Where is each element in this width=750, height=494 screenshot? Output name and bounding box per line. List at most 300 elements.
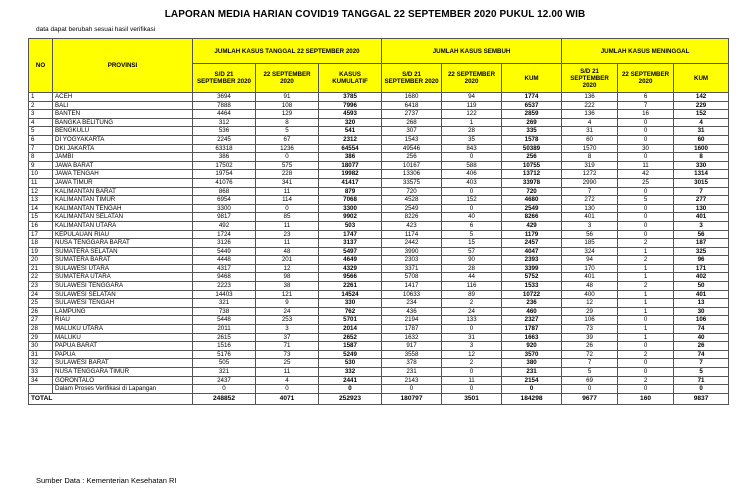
- cell-value: 1174: [382, 230, 442, 239]
- header-meninggal-22: 22 SEPTEMBER 2020: [618, 64, 674, 93]
- cell-value: 530: [319, 359, 382, 368]
- cell-value: 2154: [502, 376, 562, 385]
- table-row: [29, 153, 729, 162]
- cell-value: 2261: [319, 282, 382, 291]
- cell-value: 2312: [319, 135, 382, 144]
- cell-value: 8: [674, 153, 729, 162]
- cell-value: 228: [256, 170, 319, 179]
- cell-value: 98: [256, 273, 319, 282]
- header-group-sembuh: JUMLAH KASUS SEMBUH: [382, 39, 562, 64]
- cell-provinsi: SULAWESI BARAT: [53, 359, 193, 368]
- cell-value: 0: [442, 187, 502, 196]
- cell-value: 1543: [382, 135, 442, 144]
- cell-no: 9: [29, 161, 53, 170]
- cell-value: 121: [256, 290, 319, 299]
- cell-value: 312: [193, 118, 256, 127]
- cell-value: 1787: [382, 325, 442, 334]
- header-no: NO: [29, 39, 53, 93]
- cell-value: 1600: [674, 144, 729, 153]
- cell-value: 13306: [382, 170, 442, 179]
- cell-value: 5752: [502, 273, 562, 282]
- cell-value: 402: [674, 273, 729, 282]
- table-row: [29, 273, 729, 282]
- cell-value: 71: [674, 376, 729, 385]
- cell-value: 6418: [382, 101, 442, 110]
- cell-value: 0: [442, 153, 502, 162]
- cell-value: 122: [442, 110, 502, 119]
- cell-value: 2441: [319, 376, 382, 385]
- cell-value: 14524: [319, 290, 382, 299]
- table-row: [29, 144, 729, 153]
- table-row: [29, 204, 729, 213]
- cell-value: 33575: [382, 178, 442, 187]
- cell-no: 23: [29, 282, 53, 291]
- cell-value: 332: [319, 368, 382, 377]
- cell-value: 85: [256, 213, 319, 222]
- cell-no: 26: [29, 307, 53, 316]
- cell-value: 330: [319, 299, 382, 308]
- cell-value: 4317: [193, 264, 256, 273]
- cell-provinsi: PAPUA BARAT: [53, 342, 193, 351]
- cell-value: 130: [674, 204, 729, 213]
- cell-value: 50: [674, 282, 729, 291]
- cell-value: 4: [256, 376, 319, 385]
- report-title: LAPORAN MEDIA HARIAN COVID19 TANGGAL 22 SEPTEMBER 2020 PUKUL 12.00 WIB: [164, 9, 586, 20]
- cell-value: 0: [618, 127, 674, 136]
- cell-value: 0: [618, 187, 674, 196]
- cell-value: 3300: [193, 204, 256, 213]
- cell-value: 8: [562, 153, 618, 162]
- cell-no: 31: [29, 350, 53, 359]
- cell-provinsi: MALUKU: [53, 333, 193, 342]
- cell-value: 380: [502, 359, 562, 368]
- cell-no: 17: [29, 230, 53, 239]
- cell-value: 503: [319, 221, 382, 230]
- cell-value: 11: [256, 187, 319, 196]
- cell-value: 325: [674, 247, 729, 256]
- table-row: [29, 110, 729, 119]
- cell-value: 0: [319, 385, 382, 394]
- cell-value: 4649: [319, 256, 382, 265]
- cell-value: 3137: [319, 239, 382, 248]
- cell-value: 335: [502, 127, 562, 136]
- total-value: 3501: [442, 393, 502, 404]
- table-row: [29, 307, 729, 316]
- cell-value: 505: [193, 359, 256, 368]
- header-sembuh-kum: KUM: [502, 64, 562, 93]
- cell-value: 171: [674, 264, 729, 273]
- cell-value: 26: [562, 342, 618, 351]
- cell-provinsi: KALIMANTAN TIMUR: [53, 196, 193, 205]
- cell-value: 0: [618, 342, 674, 351]
- cell-value: 2652: [319, 333, 382, 342]
- cell-value: 30: [674, 307, 729, 316]
- cell-value: 71: [256, 342, 319, 351]
- cell-value: 269: [502, 118, 562, 127]
- cell-provinsi: RIAU: [53, 316, 193, 325]
- cell-value: 917: [382, 342, 442, 351]
- cell-value: 0: [618, 118, 674, 127]
- cell-value: 320: [319, 118, 382, 127]
- cell-value: 136: [562, 110, 618, 119]
- cell-value: 423: [382, 221, 442, 230]
- total-value: 9677: [562, 393, 618, 404]
- cell-value: 2: [442, 299, 502, 308]
- cell-value: 11: [256, 368, 319, 377]
- cell-value: 56: [562, 230, 618, 239]
- cell-value: 7: [674, 359, 729, 368]
- table-row: [29, 161, 729, 170]
- cell-value: 720: [502, 187, 562, 196]
- cell-value: 0: [442, 368, 502, 377]
- cell-value: 2: [618, 282, 674, 291]
- cell-value: 185: [562, 239, 618, 248]
- table-row: [29, 93, 729, 102]
- cell-no: 25: [29, 299, 53, 308]
- cell-no: 19: [29, 247, 53, 256]
- cell-provinsi: KALIMANTAN SELATAN: [53, 213, 193, 222]
- cell-value: 4680: [502, 196, 562, 205]
- cell-value: 106: [562, 316, 618, 325]
- cell-value: 253: [256, 316, 319, 325]
- cell-value: 2442: [382, 239, 442, 248]
- cell-provinsi: SULAWESI UTARA: [53, 264, 193, 273]
- cell-value: 1680: [382, 93, 442, 102]
- cell-value: 460: [502, 307, 562, 316]
- table-row: [29, 385, 729, 394]
- cell-value: 130: [562, 204, 618, 213]
- cell-value: 738: [193, 307, 256, 316]
- cell-value: 2011: [193, 325, 256, 334]
- cell-value: 9902: [319, 213, 382, 222]
- cell-value: 69: [562, 376, 618, 385]
- cell-value: 330: [674, 161, 729, 170]
- cell-value: 1632: [382, 333, 442, 342]
- cell-value: 1179: [502, 230, 562, 239]
- cell-value: 386: [193, 153, 256, 162]
- cell-value: 8226: [382, 213, 442, 222]
- cell-provinsi: GORONTALO: [53, 376, 193, 385]
- cell-value: 1724: [193, 230, 256, 239]
- cell-value: 201: [256, 256, 319, 265]
- cell-value: 11: [256, 221, 319, 230]
- cell-provinsi: KALIMANTAN UTARA: [53, 221, 193, 230]
- cell-provinsi: ACEH: [53, 93, 193, 102]
- cell-value: 1: [618, 333, 674, 342]
- cell-provinsi: SULAWESI TENGGARA: [53, 282, 193, 291]
- cell-value: 5701: [319, 316, 382, 325]
- cell-value: 1578: [502, 135, 562, 144]
- cell-value: 9: [256, 299, 319, 308]
- cell-no: 24: [29, 290, 53, 299]
- cell-no: 15: [29, 213, 53, 222]
- total-value: 248852: [193, 393, 256, 404]
- data-source: Sumber Data : Kementerian Kesehatan RI: [36, 476, 177, 485]
- cell-value: 6954: [193, 196, 256, 205]
- table-row: [29, 256, 729, 265]
- cell-value: 28: [442, 127, 502, 136]
- cell-value: 42: [618, 170, 674, 179]
- cell-value: 56: [674, 230, 729, 239]
- cell-value: 3126: [193, 239, 256, 248]
- cell-value: 4464: [193, 110, 256, 119]
- cell-provinsi: KALIMANTAN TENGAH: [53, 204, 193, 213]
- cell-value: 868: [193, 187, 256, 196]
- cell-value: 0: [256, 385, 319, 394]
- cell-provinsi: NUSA TENGGARA BARAT: [53, 239, 193, 248]
- cell-value: 15: [442, 239, 502, 248]
- covid-report-table: [28, 38, 729, 405]
- cell-value: 33978: [502, 178, 562, 187]
- cell-value: 11: [256, 239, 319, 248]
- cell-value: 10167: [382, 161, 442, 170]
- cell-value: 3399: [502, 264, 562, 273]
- cell-value: 72: [562, 350, 618, 359]
- cell-value: 4329: [319, 264, 382, 273]
- cell-value: 89: [442, 290, 502, 299]
- cell-value: 6537: [502, 101, 562, 110]
- cell-no: 21: [29, 264, 53, 273]
- header-sembuh-22: 22 SEPTEMBER 2020: [442, 64, 502, 93]
- cell-value: 9468: [193, 273, 256, 282]
- cell-value: 12: [562, 299, 618, 308]
- header-kasus-kumulatif: KASUS KUMULATIF: [319, 64, 382, 93]
- cell-no: 18: [29, 239, 53, 248]
- cell-value: 256: [502, 153, 562, 162]
- cell-value: 152: [442, 196, 502, 205]
- cell-value: 2737: [382, 110, 442, 119]
- cell-no: 33: [29, 368, 53, 377]
- cell-value: 2615: [193, 333, 256, 342]
- cell-value: 9817: [193, 213, 256, 222]
- cell-value: 386: [319, 153, 382, 162]
- cell-no: 3: [29, 110, 53, 119]
- cell-value: 170: [562, 264, 618, 273]
- header-kasus-sd21: S/D 21 SEPTEMBER 2020: [193, 64, 256, 93]
- cell-value: 152: [674, 110, 729, 119]
- cell-value: 2990: [562, 178, 618, 187]
- cell-provinsi: JAWA BARAT: [53, 161, 193, 170]
- cell-value: 39: [562, 333, 618, 342]
- cell-no: 32: [29, 359, 53, 368]
- cell-value: 2: [618, 350, 674, 359]
- cell-value: 29: [562, 307, 618, 316]
- cell-value: 2223: [193, 282, 256, 291]
- cell-value: 1533: [502, 282, 562, 291]
- cell-value: 0: [502, 385, 562, 394]
- cell-value: 0: [618, 359, 674, 368]
- cell-value: 1516: [193, 342, 256, 351]
- cell-value: 108: [256, 101, 319, 110]
- cell-provinsi: SULAWESI SELATAN: [53, 290, 193, 299]
- cell-value: 1236: [256, 144, 319, 153]
- cell-value: 60: [674, 135, 729, 144]
- cell-value: 187: [674, 239, 729, 248]
- table-row: [29, 325, 729, 334]
- cell-value: 1: [618, 264, 674, 273]
- cell-value: 35: [442, 135, 502, 144]
- total-label: TOTAL: [29, 393, 193, 404]
- cell-provinsi: Dalam Proses Verifikasi di Lapangan: [53, 385, 193, 394]
- cell-value: 0: [618, 153, 674, 162]
- table-row: [29, 247, 729, 256]
- cell-value: 307: [382, 127, 442, 136]
- cell-value: 5249: [319, 350, 382, 359]
- table-row: [29, 230, 729, 239]
- cell-value: 229: [674, 101, 729, 110]
- cell-value: 1314: [674, 170, 729, 179]
- cell-value: 321: [193, 368, 256, 377]
- table-row: [29, 264, 729, 273]
- cell-value: 378: [382, 359, 442, 368]
- cell-value: 31: [442, 333, 502, 342]
- cell-provinsi: SUMATERA UTARA: [53, 273, 193, 282]
- header-provinsi: PROVINSI: [53, 39, 193, 93]
- cell-no: 5: [29, 127, 53, 136]
- cell-value: 588: [442, 161, 502, 170]
- cell-value: 3300: [319, 204, 382, 213]
- cell-no: 14: [29, 204, 53, 213]
- cell-value: 24: [442, 307, 502, 316]
- cell-value: 73: [256, 350, 319, 359]
- cell-value: 5708: [382, 273, 442, 282]
- cell-value: 96: [674, 256, 729, 265]
- cell-value: 19982: [319, 170, 382, 179]
- table-row: [29, 333, 729, 342]
- cell-value: 2437: [193, 376, 256, 385]
- cell-no: 4: [29, 118, 53, 127]
- cell-value: 236: [502, 299, 562, 308]
- header-group-meninggal: JUMLAH KASUS MENINGGAL: [562, 39, 729, 64]
- cell-value: 1: [618, 325, 674, 334]
- cell-value: 2: [618, 256, 674, 265]
- table-row: [29, 359, 729, 368]
- cell-value: 575: [256, 161, 319, 170]
- cell-value: 720: [382, 187, 442, 196]
- cell-no: 2: [29, 101, 53, 110]
- total-value: 252923: [319, 393, 382, 404]
- cell-value: 400: [562, 290, 618, 299]
- cell-value: 2859: [502, 110, 562, 119]
- cell-value: 7068: [319, 196, 382, 205]
- cell-value: 1272: [562, 170, 618, 179]
- cell-value: 13: [674, 299, 729, 308]
- cell-value: 5: [442, 230, 502, 239]
- cell-value: 1774: [502, 93, 562, 102]
- cell-value: 11: [442, 376, 502, 385]
- cell-value: 406: [442, 170, 502, 179]
- cell-value: 319: [562, 161, 618, 170]
- cell-value: 7888: [193, 101, 256, 110]
- cell-value: 16: [618, 110, 674, 119]
- cell-value: 3694: [193, 93, 256, 102]
- cell-value: 3785: [319, 93, 382, 102]
- cell-value: 3: [674, 221, 729, 230]
- cell-provinsi: DI YOGYAKARTA: [53, 135, 193, 144]
- cell-value: 4528: [382, 196, 442, 205]
- cell-no: 20: [29, 256, 53, 265]
- cell-value: 5448: [193, 316, 256, 325]
- cell-value: 1: [618, 247, 674, 256]
- cell-value: 2143: [382, 376, 442, 385]
- cell-value: 2: [618, 239, 674, 248]
- cell-value: 1417: [382, 282, 442, 291]
- cell-provinsi: JAMBI: [53, 153, 193, 162]
- cell-value: 6: [618, 93, 674, 102]
- cell-value: 5497: [319, 247, 382, 256]
- cell-value: 256: [382, 153, 442, 162]
- cell-no: 1: [29, 93, 53, 102]
- cell-value: 7996: [319, 101, 382, 110]
- cell-value: 0: [618, 135, 674, 144]
- cell-value: 133: [442, 316, 502, 325]
- cell-value: 44: [442, 273, 502, 282]
- cell-no: [29, 385, 53, 394]
- cell-value: 231: [382, 368, 442, 377]
- total-value: 9837: [674, 393, 729, 404]
- cell-value: 8266: [502, 213, 562, 222]
- cell-value: 11: [618, 161, 674, 170]
- cell-no: 11: [29, 178, 53, 187]
- cell-value: 2245: [193, 135, 256, 144]
- cell-value: 272: [562, 196, 618, 205]
- cell-value: 879: [319, 187, 382, 196]
- table-row: [29, 101, 729, 110]
- cell-value: 23: [256, 230, 319, 239]
- table-row: [29, 213, 729, 222]
- cell-value: 41417: [319, 178, 382, 187]
- cell-value: 401: [674, 213, 729, 222]
- cell-value: 0: [674, 385, 729, 394]
- cell-value: 1570: [562, 144, 618, 153]
- cell-value: 74: [674, 325, 729, 334]
- total-value: 180797: [382, 393, 442, 404]
- cell-value: 2014: [319, 325, 382, 334]
- cell-provinsi: BANGKA BELITUNG: [53, 118, 193, 127]
- table-row: [29, 170, 729, 179]
- cell-value: 91: [256, 93, 319, 102]
- table-row: [29, 135, 729, 144]
- total-value: 184298: [502, 393, 562, 404]
- table-row: [29, 239, 729, 248]
- cell-provinsi: SUMATERA SELATAN: [53, 247, 193, 256]
- cell-value: 94: [562, 256, 618, 265]
- cell-no: 8: [29, 153, 53, 162]
- cell-value: 19754: [193, 170, 256, 179]
- cell-value: 18077: [319, 161, 382, 170]
- table-body: [29, 93, 729, 405]
- cell-value: 762: [319, 307, 382, 316]
- cell-no: 29: [29, 333, 53, 342]
- cell-value: 25: [256, 359, 319, 368]
- cell-value: 0: [256, 204, 319, 213]
- cell-value: 492: [193, 221, 256, 230]
- cell-value: 5: [674, 368, 729, 377]
- cell-no: 22: [29, 273, 53, 282]
- header-meninggal-kum: KUM: [674, 64, 729, 93]
- cell-provinsi: JAWA TIMUR: [53, 178, 193, 187]
- header-meninggal-sd21: S/D 21 SEPTEMBER 2020: [562, 64, 618, 93]
- cell-provinsi: LAMPUNG: [53, 307, 193, 316]
- cell-value: 5: [618, 196, 674, 205]
- cell-value: 37: [256, 333, 319, 342]
- cell-value: 8: [256, 118, 319, 127]
- cell-value: 2549: [502, 204, 562, 213]
- cell-value: 3558: [382, 350, 442, 359]
- cell-provinsi: BALI: [53, 101, 193, 110]
- cell-value: 24: [256, 307, 319, 316]
- cell-no: 28: [29, 325, 53, 334]
